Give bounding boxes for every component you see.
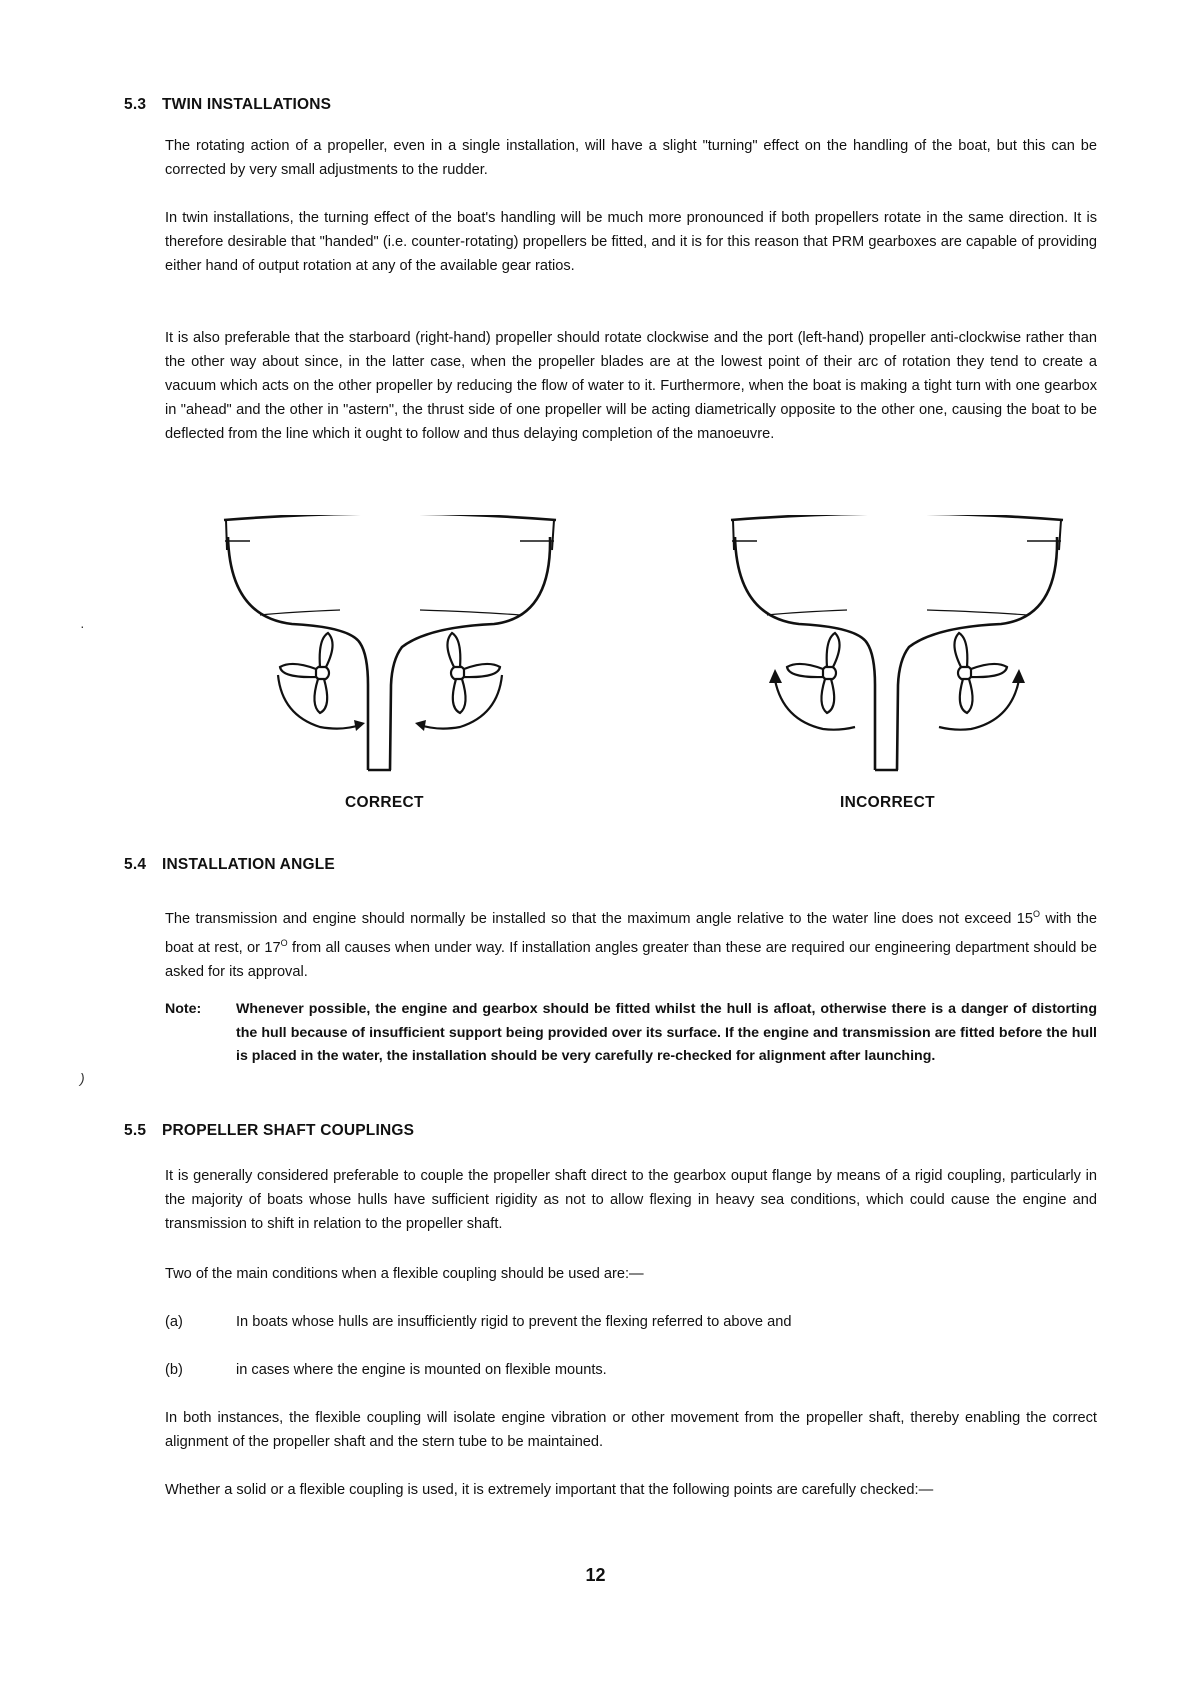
propeller-right (447, 633, 500, 713)
hull-left-side (735, 537, 875, 770)
section-number: 5.3 (124, 96, 147, 113)
section-title: PROPELLER SHAFT COUPLINGS (162, 1122, 415, 1139)
paragraph: It is also preferable that the starboard (right-hand) propeller should rotate clockwise and the port (left-hand) propeller anti-clockwise rather than the other way about since, in the latter case, when the propeller blades are at the lowest point of their arc of rotation they tend to create a vacuum which acts on the other propeller by reducing the flow of water to it. Furthermore, when the boat is making a tight turn with one gearbox in "ahead" and the other in "astern", the thrust side of one propeller will be acting diametrically opposite to the other one, causing the boat to be deflected from the line which it ought to follow and thus delaying completion of the manoeuvre. (165, 330, 1097, 442)
correct-rotation-diagram (220, 515, 560, 775)
note-label: Note: (165, 1001, 202, 1017)
paragraph: The rotating action of a propeller, even in a single installation, will have a slight "turning" effect on the handling of the boat, but this can be corrected by very small adjustments to the rudder. (165, 138, 1097, 178)
section-number: 5.4 (124, 856, 147, 873)
section-heading-5-5 (124, 1122, 414, 1140)
list-item: (a) In boats whose hulls are insufficiently rigid to prevent the flexing referred to above and (165, 1314, 792, 1330)
stray-mark: · (80, 618, 85, 634)
incorrect-rotation-diagram (727, 515, 1067, 775)
hull-right-side (897, 537, 1057, 770)
note-block (165, 998, 1097, 1069)
page-number: 12 (585, 1565, 606, 1585)
note-text: Whenever possible, the engine and gearbox should be fitted whilst the hull is afloat, otherwise there is a danger of distorting the hull because of insufficient support being provided over its surface. If the engine and transmission are fitted before the hull is placed in the water, the installation should be very carefully re-checked for alignment after launching. (236, 1001, 1097, 1064)
section-title: INSTALLATION ANGLE (162, 856, 335, 873)
incorrect-caption: INCORRECT (840, 794, 935, 811)
propeller-right (954, 633, 1007, 713)
paragraph: The transmission and engine should normally be installed so that the maximum angle relative to the water line does not exceed $15^O$ with the boat at rest, or $17^O$ from all causes when under way. If installation angles greater than these are required our engineering department should be asked for its approval. (165, 909, 1097, 980)
paragraph: Whether a solid or a flexible coupling is used, it is extremely important that the following points are carefully checked:— (165, 1482, 934, 1498)
list-item: (b) in cases where the engine is mounted on flexible mounts. (165, 1362, 607, 1378)
hull-deck-line (731, 515, 1063, 520)
section-heading-5-3 (124, 96, 331, 114)
propeller-left (787, 633, 840, 713)
section-number: 5.5 (124, 1122, 147, 1139)
paragraph: Two of the main conditions when a flexible coupling should be used are:— (165, 1266, 644, 1282)
section-heading-5-4 (124, 856, 335, 874)
stray-mark: ) (80, 1070, 85, 1086)
propeller-left (280, 633, 333, 713)
section-title: TWIN INSTALLATIONS (162, 96, 332, 113)
hull-left-side (228, 537, 368, 770)
hull-deck-line (224, 515, 556, 520)
hull-right-side (390, 537, 550, 770)
paragraph: It is generally considered preferable to couple the propeller shaft direct to the gearbox ouput flange by means of a rigid coupling, particularly in the majority of boats whose hulls have sufficient rigidity as not to allow flexing in heavy sea conditions, which could cause the engine and transmission to shift in relation to the propeller shaft. (165, 1168, 1097, 1232)
paragraph: In both instances, the flexible coupling will isolate engine vibration or other movement from the propeller shaft, thereby enabling the correct alignment of the propeller shaft and the stern tube to be maintained. (165, 1410, 1097, 1450)
correct-caption: CORRECT (345, 794, 424, 811)
paragraph: In twin installations, the turning effect of the boat's handling will be much more pronounced if both propellers rotate in the same direction. It is therefore desirable that "handed" (i.e. counter-rotating) propellers be fitted, and it is for this reason that PRM gearboxes are capable of providing either hand of output rotation at any of the available gear ratios. (165, 210, 1097, 274)
